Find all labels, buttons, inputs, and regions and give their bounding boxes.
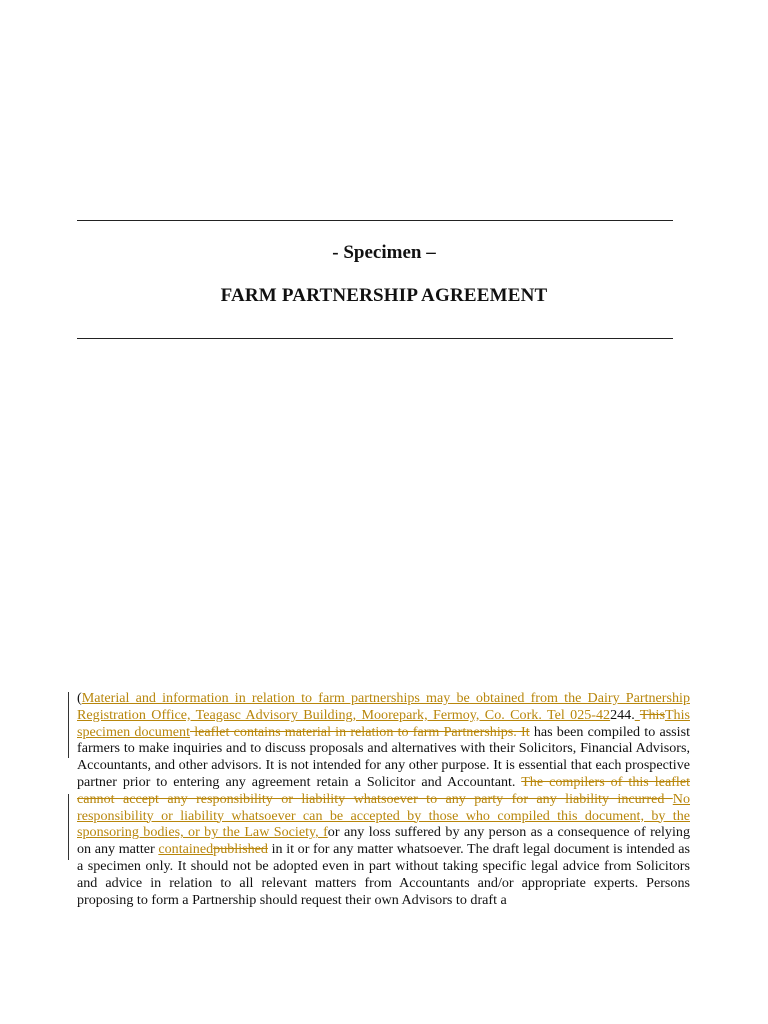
- specimen-label: - Specimen –: [332, 242, 436, 263]
- inserted-text-contained: contained: [158, 841, 214, 858]
- inserted-text-this-specimen: This specimen document: [77, 706, 690, 740]
- deleted-text-this: This: [639, 706, 665, 723]
- document-title: FARM PARTNERSHIP AGREEMENT: [220, 285, 548, 306]
- plain-text-tel-tail: 244.: [610, 706, 635, 723]
- revision-change-bar: [68, 794, 69, 860]
- deleted-text-published: published: [213, 841, 268, 858]
- bottom-horizontal-rule: [77, 338, 673, 339]
- inserted-text-info: Material and information in relation to farm partnerships may be obtained from the Dairy Partnership Registration Office, Teagasc Advisory Building, Moorepark, Fermoy, Co. Cork. Tel 025-42: [77, 690, 690, 723]
- plain-text-rest: in it or for any matter whatsoever. The draft legal document is intended as a specimen only. It should not be adopted even in part without taking specific legal advice from Solicitors and advice in relation to all relevant matters from Accountants and/or appropriate experts. Persons proposing to form a Partnership should request their own Advisors to draft a: [77, 841, 691, 908]
- inserted-text-no-responsibility: No responsibility or liability whatsoever can be accepted by those who compiled this document, by the sponsoring bodies, or by the Law Society, f: [77, 790, 690, 841]
- open-paren: (: [77, 690, 82, 706]
- disclaimer-paragraph: [77, 690, 690, 908]
- deleted-text-compilers: The compilers of this leaflet cannot accept any responsibility or liability whatsoever to any party for any liability incurred: [77, 773, 690, 807]
- plain-text-loss: or any loss suffered by any person as a consequence of relying on any matter: [77, 824, 690, 858]
- deleted-text-leaflet: leaflet contains material in relation to farm Partnerships. It: [190, 723, 530, 740]
- plain-text-compiled: has been compiled to assist farmers to make inquiries and to discuss proposals and alternatives with their Solicitors, Financial Advisors, Accountants, and other advisors. It is not intended for any other purpose. It is essential that each prospective partner prior to entering any agreement retain a Solicitor and Accountant.: [77, 723, 690, 790]
- top-horizontal-rule: [77, 220, 673, 221]
- revision-change-bar: [68, 692, 69, 758]
